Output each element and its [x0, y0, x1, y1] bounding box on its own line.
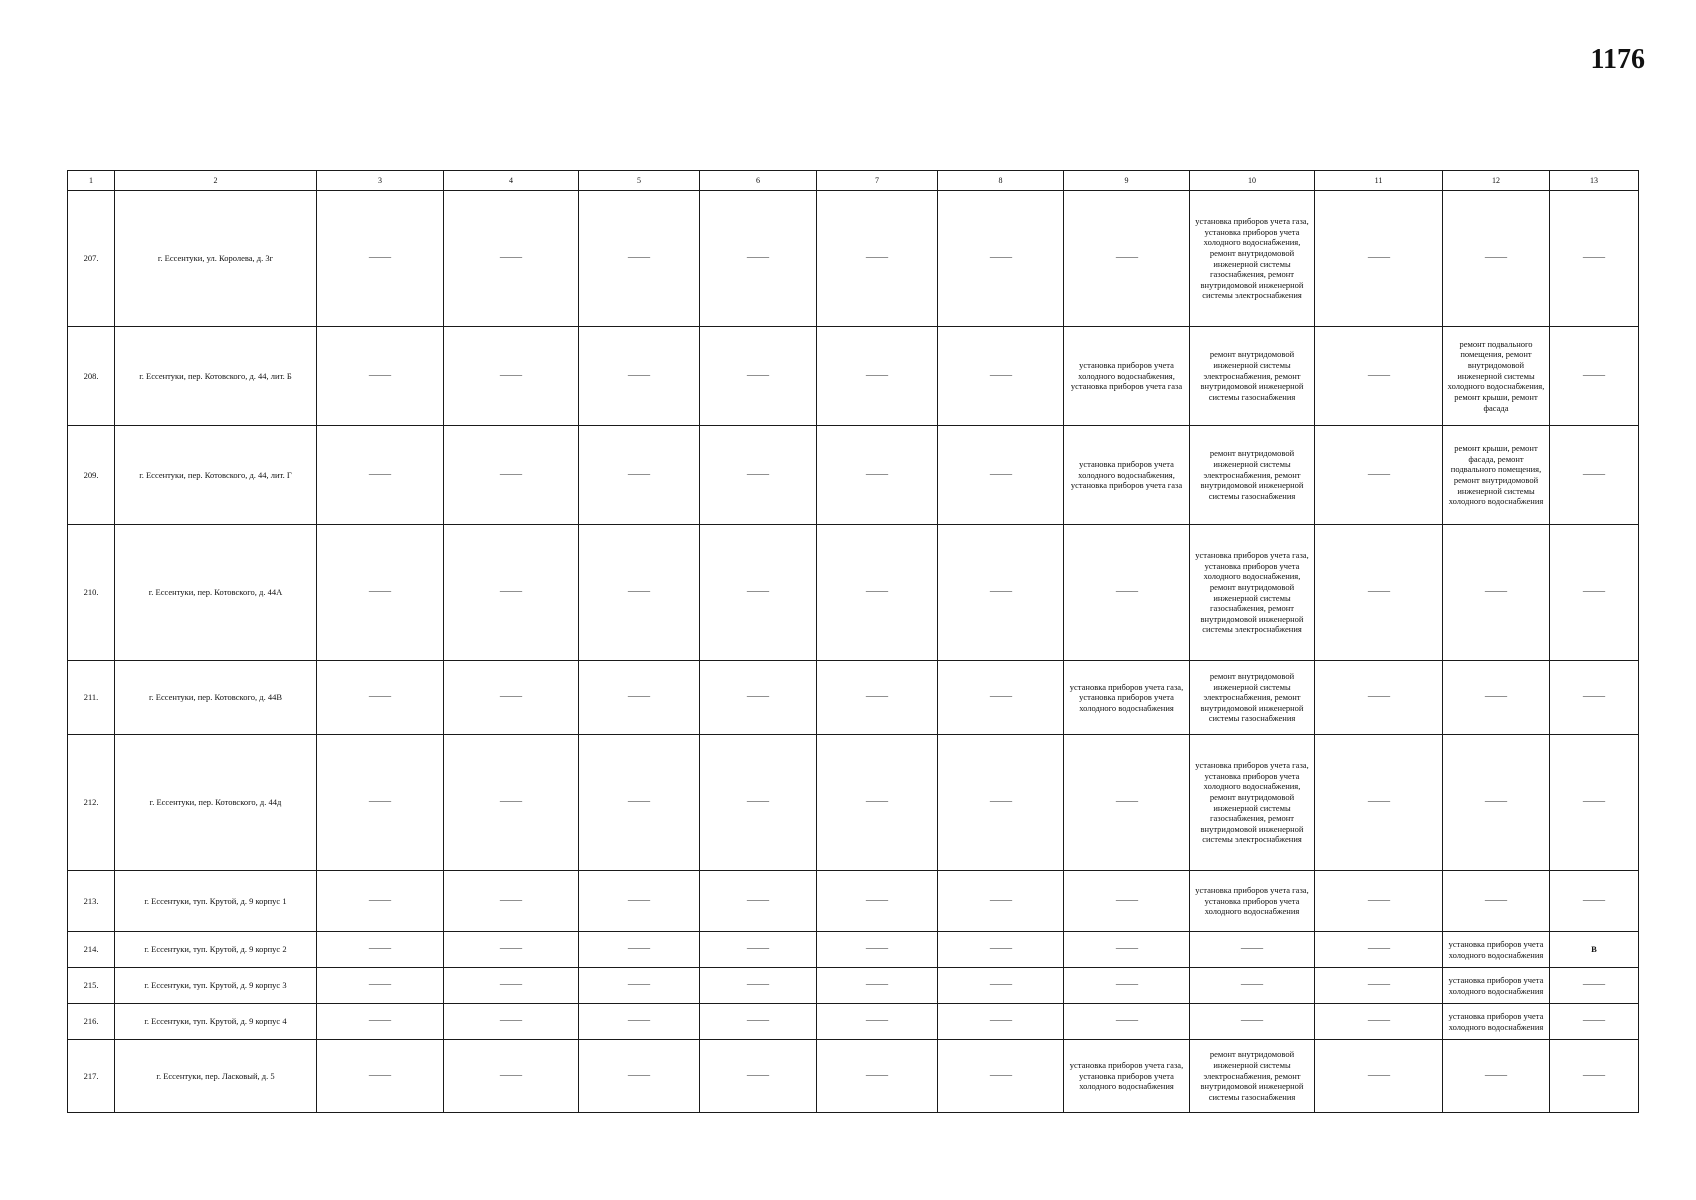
empty-dash-cell: [938, 1040, 1064, 1113]
table-row: [68, 871, 1639, 932]
empty-dash-cell: [938, 1004, 1064, 1040]
work-description-cell: ремонт крыши, ремонт фасада, ремонт подвального помещения, ремонт внутридомовой инженерной системы холодного водоснабжения: [1443, 426, 1550, 525]
empty-dash-cell: [700, 426, 817, 525]
empty-dash-cell: [938, 661, 1064, 735]
empty-dash-cell: [1443, 735, 1550, 871]
empty-dash-cell: [1315, 426, 1443, 525]
empty-dash-cell: [1315, 1004, 1443, 1040]
address-cell: г. Ессентуки, ул. Королева, д. 3г: [115, 191, 317, 327]
row-number: 213.: [68, 871, 115, 932]
empty-dash-cell: [700, 191, 817, 327]
empty-dash-cell: [444, 327, 579, 426]
work-description-cell: установка приборов учета газа, установка приборов учета холодного водоснабжения: [1190, 871, 1315, 932]
empty-dash-cell: [317, 968, 444, 1004]
table-row: [68, 191, 1639, 327]
table-row: [68, 968, 1639, 1004]
empty-dash-cell: [1550, 525, 1639, 661]
table-row: [68, 327, 1639, 426]
column-header: 7: [817, 171, 938, 191]
work-description-cell: установка приборов учета холодного водоснабжения: [1443, 968, 1550, 1004]
address-cell: г. Ессентуки, пер. Котовского, д. 44д: [115, 735, 317, 871]
empty-dash-cell: [1315, 1040, 1443, 1113]
empty-dash-cell: [938, 932, 1064, 968]
work-description-cell: ремонт внутридомовой инженерной системы электроснабжения, ремонт внутридомовой инженерной системы газоснабжения: [1190, 426, 1315, 525]
empty-dash-cell: [817, 932, 938, 968]
empty-dash-cell: [700, 525, 817, 661]
column-number-header-row: [68, 171, 1639, 191]
empty-dash-cell: [579, 932, 700, 968]
empty-dash-cell: [1550, 735, 1639, 871]
empty-dash-cell: [938, 525, 1064, 661]
empty-dash-cell: [938, 327, 1064, 426]
work-description-cell: установка приборов учета холодного водоснабжения: [1443, 932, 1550, 968]
empty-dash-cell: [1064, 191, 1190, 327]
table-row: [68, 426, 1639, 525]
table-row: [68, 525, 1639, 661]
table-row: [68, 735, 1639, 871]
empty-dash-cell: [317, 191, 444, 327]
empty-dash-cell: [700, 661, 817, 735]
column-header: 3: [317, 171, 444, 191]
empty-dash-cell: [317, 426, 444, 525]
empty-dash-cell: [1550, 871, 1639, 932]
work-description-cell: установка приборов учета газа, установка приборов учета холодного водоснабжения, ремонт внутридомовой инженерной системы газоснабжения, ремонт внутридомовой инженерной системы электроснабжения: [1190, 191, 1315, 327]
empty-dash-cell: [317, 1040, 444, 1113]
empty-dash-cell: [1064, 968, 1190, 1004]
empty-dash-cell: [579, 735, 700, 871]
empty-dash-cell: [700, 327, 817, 426]
empty-dash-cell: [1190, 932, 1315, 968]
row-number: 207.: [68, 191, 115, 327]
empty-dash-cell: [1550, 1004, 1639, 1040]
empty-dash-cell: [317, 735, 444, 871]
empty-dash-cell: [938, 968, 1064, 1004]
address-cell: г. Ессентуки, туп. Крутой, д. 9 корпус 1: [115, 871, 317, 932]
row-number: 214.: [68, 932, 115, 968]
empty-dash-cell: [1315, 968, 1443, 1004]
empty-dash-cell: [579, 191, 700, 327]
work-description-cell: установка приборов учета газа, установка приборов учета холодного водоснабжения, ремонт внутридомовой инженерной системы газоснабжения, ремонт внутридомовой инженерной системы электроснабжения: [1190, 735, 1315, 871]
empty-dash-cell: [1064, 525, 1190, 661]
empty-dash-cell: [1064, 1004, 1190, 1040]
empty-dash-cell: [938, 735, 1064, 871]
empty-dash-cell: [700, 932, 817, 968]
work-description-cell: установка приборов учета холодного водоснабжения, установка приборов учета газа: [1064, 327, 1190, 426]
empty-dash-cell: [1550, 968, 1639, 1004]
empty-dash-cell: [1550, 191, 1639, 327]
empty-dash-cell: [817, 426, 938, 525]
empty-dash-cell: [1064, 735, 1190, 871]
address-cell: г. Ессентуки, пер. Котовского, д. 44В: [115, 661, 317, 735]
empty-dash-cell: [817, 191, 938, 327]
empty-dash-cell: [1443, 1040, 1550, 1113]
empty-dash-cell: [579, 968, 700, 1004]
work-description-cell: установка приборов учета холодного водоснабжения, установка приборов учета газа: [1064, 426, 1190, 525]
table-row: [68, 1040, 1639, 1113]
empty-dash-cell: [1443, 191, 1550, 327]
column-header: 9: [1064, 171, 1190, 191]
empty-dash-cell: [1443, 525, 1550, 661]
empty-dash-cell: [938, 426, 1064, 525]
table-row: [68, 1004, 1639, 1040]
column-header: 5: [579, 171, 700, 191]
empty-dash-cell: [1190, 1004, 1315, 1040]
row-number: 215.: [68, 968, 115, 1004]
work-description-cell: ремонт внутридомовой инженерной системы электроснабжения, ремонт внутридомовой инженерной системы газоснабжения: [1190, 661, 1315, 735]
empty-dash-cell: [444, 191, 579, 327]
empty-dash-cell: [1315, 327, 1443, 426]
work-description-cell: установка приборов учета холодного водоснабжения: [1443, 1004, 1550, 1040]
empty-dash-cell: [317, 525, 444, 661]
empty-dash-cell: [1550, 661, 1639, 735]
empty-dash-cell: [579, 327, 700, 426]
empty-dash-cell: [579, 661, 700, 735]
empty-dash-cell: [1315, 871, 1443, 932]
empty-dash-cell: [817, 327, 938, 426]
column-header: 12: [1443, 171, 1550, 191]
work-description-cell: ремонт подвального помещения, ремонт внутридомовой инженерной системы холодного водоснабжения, ремонт крыши, ремонт фасада: [1443, 327, 1550, 426]
empty-dash-cell: [317, 932, 444, 968]
address-cell: г. Ессентуки, туп. Крутой, д. 9 корпус 3: [115, 968, 317, 1004]
empty-dash-cell: [444, 661, 579, 735]
empty-dash-cell: [1315, 191, 1443, 327]
address-cell: г. Ессентуки, пер. Котовского, д. 44А: [115, 525, 317, 661]
empty-dash-cell: [817, 1040, 938, 1113]
empty-dash-cell: [317, 871, 444, 932]
empty-dash-cell: [1550, 426, 1639, 525]
empty-dash-cell: [444, 968, 579, 1004]
page-number: 1176: [1590, 44, 1645, 75]
empty-dash-cell: [1315, 525, 1443, 661]
empty-dash-cell: [317, 327, 444, 426]
empty-dash-cell: [938, 871, 1064, 932]
empty-dash-cell: [444, 735, 579, 871]
row-number: 216.: [68, 1004, 115, 1040]
work-description-cell: установка приборов учета газа, установка приборов учета холодного водоснабжения: [1064, 1040, 1190, 1113]
column-header: 8: [938, 171, 1064, 191]
empty-dash-cell: [1190, 968, 1315, 1004]
empty-dash-cell: [1550, 1040, 1639, 1113]
row-number: 209.: [68, 426, 115, 525]
empty-dash-cell: [1443, 871, 1550, 932]
empty-dash-cell: [1443, 661, 1550, 735]
empty-dash-cell: [817, 661, 938, 735]
empty-dash-cell: [817, 735, 938, 871]
work-description-cell: установка приборов учета газа, установка приборов учета холодного водоснабжения, ремонт внутридомовой инженерной системы газоснабжения, ремонт внутридомовой инженерной системы электроснабжения: [1190, 525, 1315, 661]
empty-dash-cell: [817, 1004, 938, 1040]
empty-dash-cell: [444, 932, 579, 968]
empty-dash-cell: [579, 871, 700, 932]
address-cell: г. Ессентуки, пер. Котовского, д. 44, лит. Б: [115, 327, 317, 426]
column-header: 11: [1315, 171, 1443, 191]
empty-dash-cell: [317, 661, 444, 735]
row-number: 217.: [68, 1040, 115, 1113]
repair-register-table: [67, 170, 1639, 1113]
empty-dash-cell: [579, 1040, 700, 1113]
row-number: 210.: [68, 525, 115, 661]
category-mark: В: [1550, 932, 1639, 968]
empty-dash-cell: [444, 426, 579, 525]
column-header: 4: [444, 171, 579, 191]
empty-dash-cell: [817, 871, 938, 932]
empty-dash-cell: [579, 525, 700, 661]
address-cell: г. Ессентуки, пер. Котовского, д. 44, лит. Г: [115, 426, 317, 525]
column-header: 2: [115, 171, 317, 191]
column-header: 10: [1190, 171, 1315, 191]
empty-dash-cell: [1064, 871, 1190, 932]
row-number: 208.: [68, 327, 115, 426]
empty-dash-cell: [579, 1004, 700, 1040]
empty-dash-cell: [444, 1040, 579, 1113]
row-number: 212.: [68, 735, 115, 871]
empty-dash-cell: [444, 525, 579, 661]
column-header: 1: [68, 171, 115, 191]
column-header: 6: [700, 171, 817, 191]
empty-dash-cell: [444, 871, 579, 932]
empty-dash-cell: [1550, 327, 1639, 426]
empty-dash-cell: [700, 1004, 817, 1040]
work-description-cell: ремонт внутридомовой инженерной системы электроснабжения, ремонт внутридомовой инженерной системы газоснабжения: [1190, 327, 1315, 426]
row-number: 211.: [68, 661, 115, 735]
work-description-cell: установка приборов учета газа, установка приборов учета холодного водоснабжения: [1064, 661, 1190, 735]
empty-dash-cell: [938, 191, 1064, 327]
empty-dash-cell: [1315, 735, 1443, 871]
work-description-cell: ремонт внутридомовой инженерной системы электроснабжения, ремонт внутридомовой инженерной системы газоснабжения: [1190, 1040, 1315, 1113]
table-row: [68, 661, 1639, 735]
empty-dash-cell: [579, 426, 700, 525]
address-cell: г. Ессентуки, туп. Крутой, д. 9 корпус 4: [115, 1004, 317, 1040]
empty-dash-cell: [700, 1040, 817, 1113]
empty-dash-cell: [817, 525, 938, 661]
empty-dash-cell: [1064, 932, 1190, 968]
empty-dash-cell: [817, 968, 938, 1004]
empty-dash-cell: [700, 735, 817, 871]
address-cell: г. Ессентуки, туп. Крутой, д. 9 корпус 2: [115, 932, 317, 968]
address-cell: г. Ессентуки, пер. Ласковый, д. 5: [115, 1040, 317, 1113]
column-header: 13: [1550, 171, 1639, 191]
empty-dash-cell: [700, 871, 817, 932]
table-row: [68, 932, 1639, 968]
empty-dash-cell: [1315, 661, 1443, 735]
empty-dash-cell: [700, 968, 817, 1004]
empty-dash-cell: [317, 1004, 444, 1040]
empty-dash-cell: [1315, 932, 1443, 968]
empty-dash-cell: [444, 1004, 579, 1040]
